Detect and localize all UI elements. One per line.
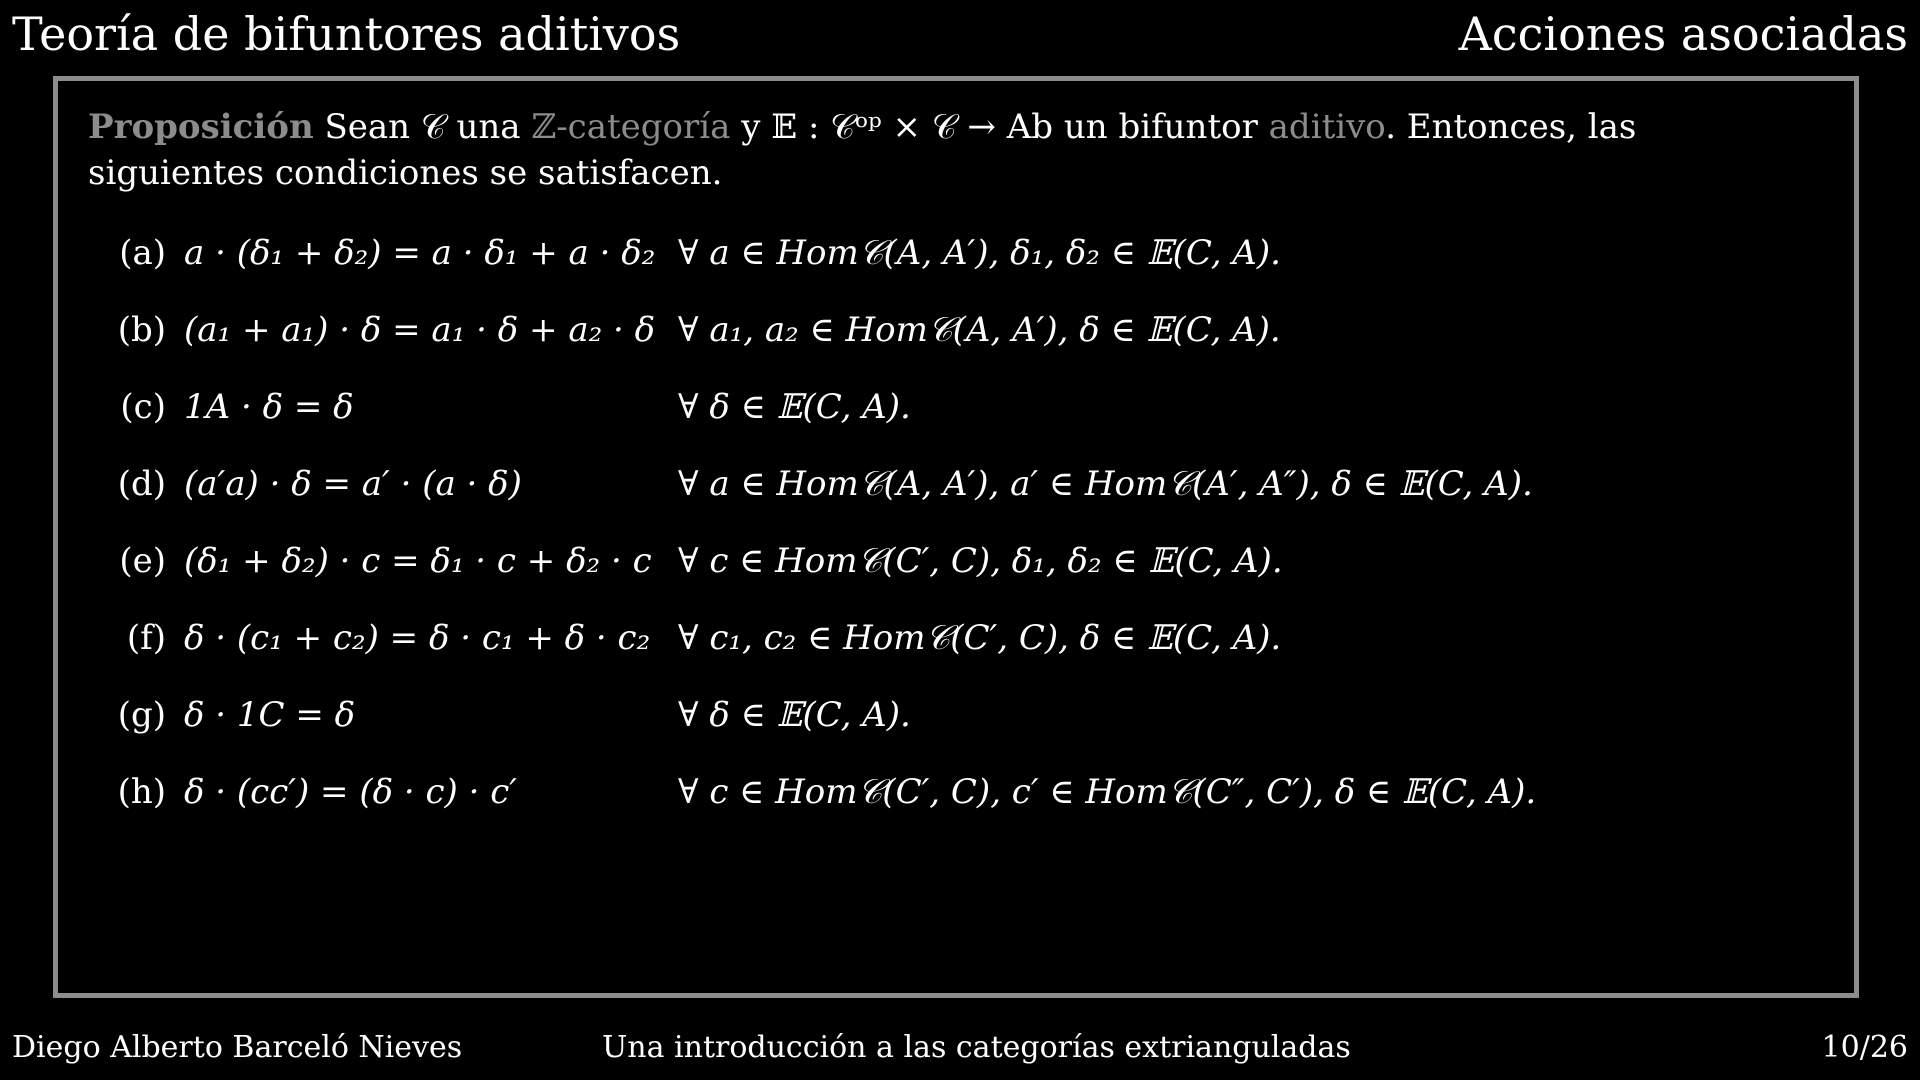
item-equation: 1A · δ = δ — [184, 387, 354, 427]
item-condition: ∀ a ∈ Hom𝒞(A, A′), a′ ∈ Hom𝒞(A′, A″), δ ∈ 𝔼(C, A). — [678, 464, 1533, 504]
item-equation: (a₁ + a₁) · δ = a₁ · δ + a₂ · δ — [184, 310, 656, 350]
item-equation: δ · 1C = δ — [184, 695, 356, 735]
item-condition: ∀ δ ∈ 𝔼(C, A). — [678, 387, 911, 427]
z-category-term: ℤ-categoría — [531, 107, 731, 147]
proposition-text-1: Sean 𝒞 una — [324, 107, 521, 147]
item-equation: δ · (cc′) = (δ · c) · c′ — [184, 772, 517, 812]
item-tag: (c) — [120, 387, 166, 427]
item-tag: (h) — [117, 772, 166, 812]
proposition-text-2: y 𝔼 : 𝒞ᵒᵖ × 𝒞 → Ab un bifuntor — [741, 107, 1258, 147]
item-tag: (d) — [117, 464, 166, 504]
proposition-box — [53, 76, 1859, 998]
item-condition: ∀ δ ∈ 𝔼(C, A). — [678, 695, 911, 735]
footer-talk-title: Una introducción a las categorías extrianguladas — [602, 1030, 1351, 1065]
item-condition: ∀ a ∈ Hom𝒞(A, A′), δ₁, δ₂ ∈ 𝔼(C, A). — [678, 233, 1281, 273]
item-equation: (δ₁ + δ₂) · c = δ₁ · c + δ₂ · c — [184, 541, 652, 581]
item-condition: ∀ a₁, a₂ ∈ Hom𝒞(A, A′), δ ∈ 𝔼(C, A). — [678, 310, 1281, 350]
item-equation: a · (δ₁ + δ₂) = a · δ₁ + a · δ₂ — [184, 233, 656, 273]
item-equation: (a′a) · δ = a′ · (a · δ) — [184, 464, 522, 504]
proposition-text-3: . Entonces, las siguientes condiciones se satisfacen. — [88, 107, 1637, 193]
slide-title: Teoría de bifuntores aditivos — [12, 7, 681, 61]
item-condition: ∀ c₁, c₂ ∈ Hom𝒞(C′, C), δ ∈ 𝔼(C, A). — [678, 618, 1282, 658]
proposition-statement — [88, 104, 1768, 196]
item-condition: ∀ c ∈ Hom𝒞(C′, C), c′ ∈ Hom𝒞(C″, C′), δ ∈ 𝔼(C, A). — [678, 772, 1537, 812]
item-tag: (g) — [117, 695, 166, 735]
item-equation: δ · (c₁ + c₂) = δ · c₁ + δ · c₂ — [184, 618, 651, 658]
item-tag: (e) — [119, 541, 166, 581]
item-tag: (a) — [119, 233, 166, 273]
item-tag: (f) — [126, 618, 166, 658]
additive-term: aditivo — [1268, 107, 1386, 147]
item-tag: (b) — [117, 310, 166, 350]
section-title: Acciones asociadas — [1458, 7, 1908, 61]
page-number: 10/26 — [1821, 1030, 1908, 1065]
item-condition: ∀ c ∈ Hom𝒞(C′, C), δ₁, δ₂ ∈ 𝔼(C, A). — [678, 541, 1283, 581]
footer-author: Diego Alberto Barceló Nieves — [12, 1030, 463, 1065]
proposition-label: Proposición — [88, 107, 314, 147]
